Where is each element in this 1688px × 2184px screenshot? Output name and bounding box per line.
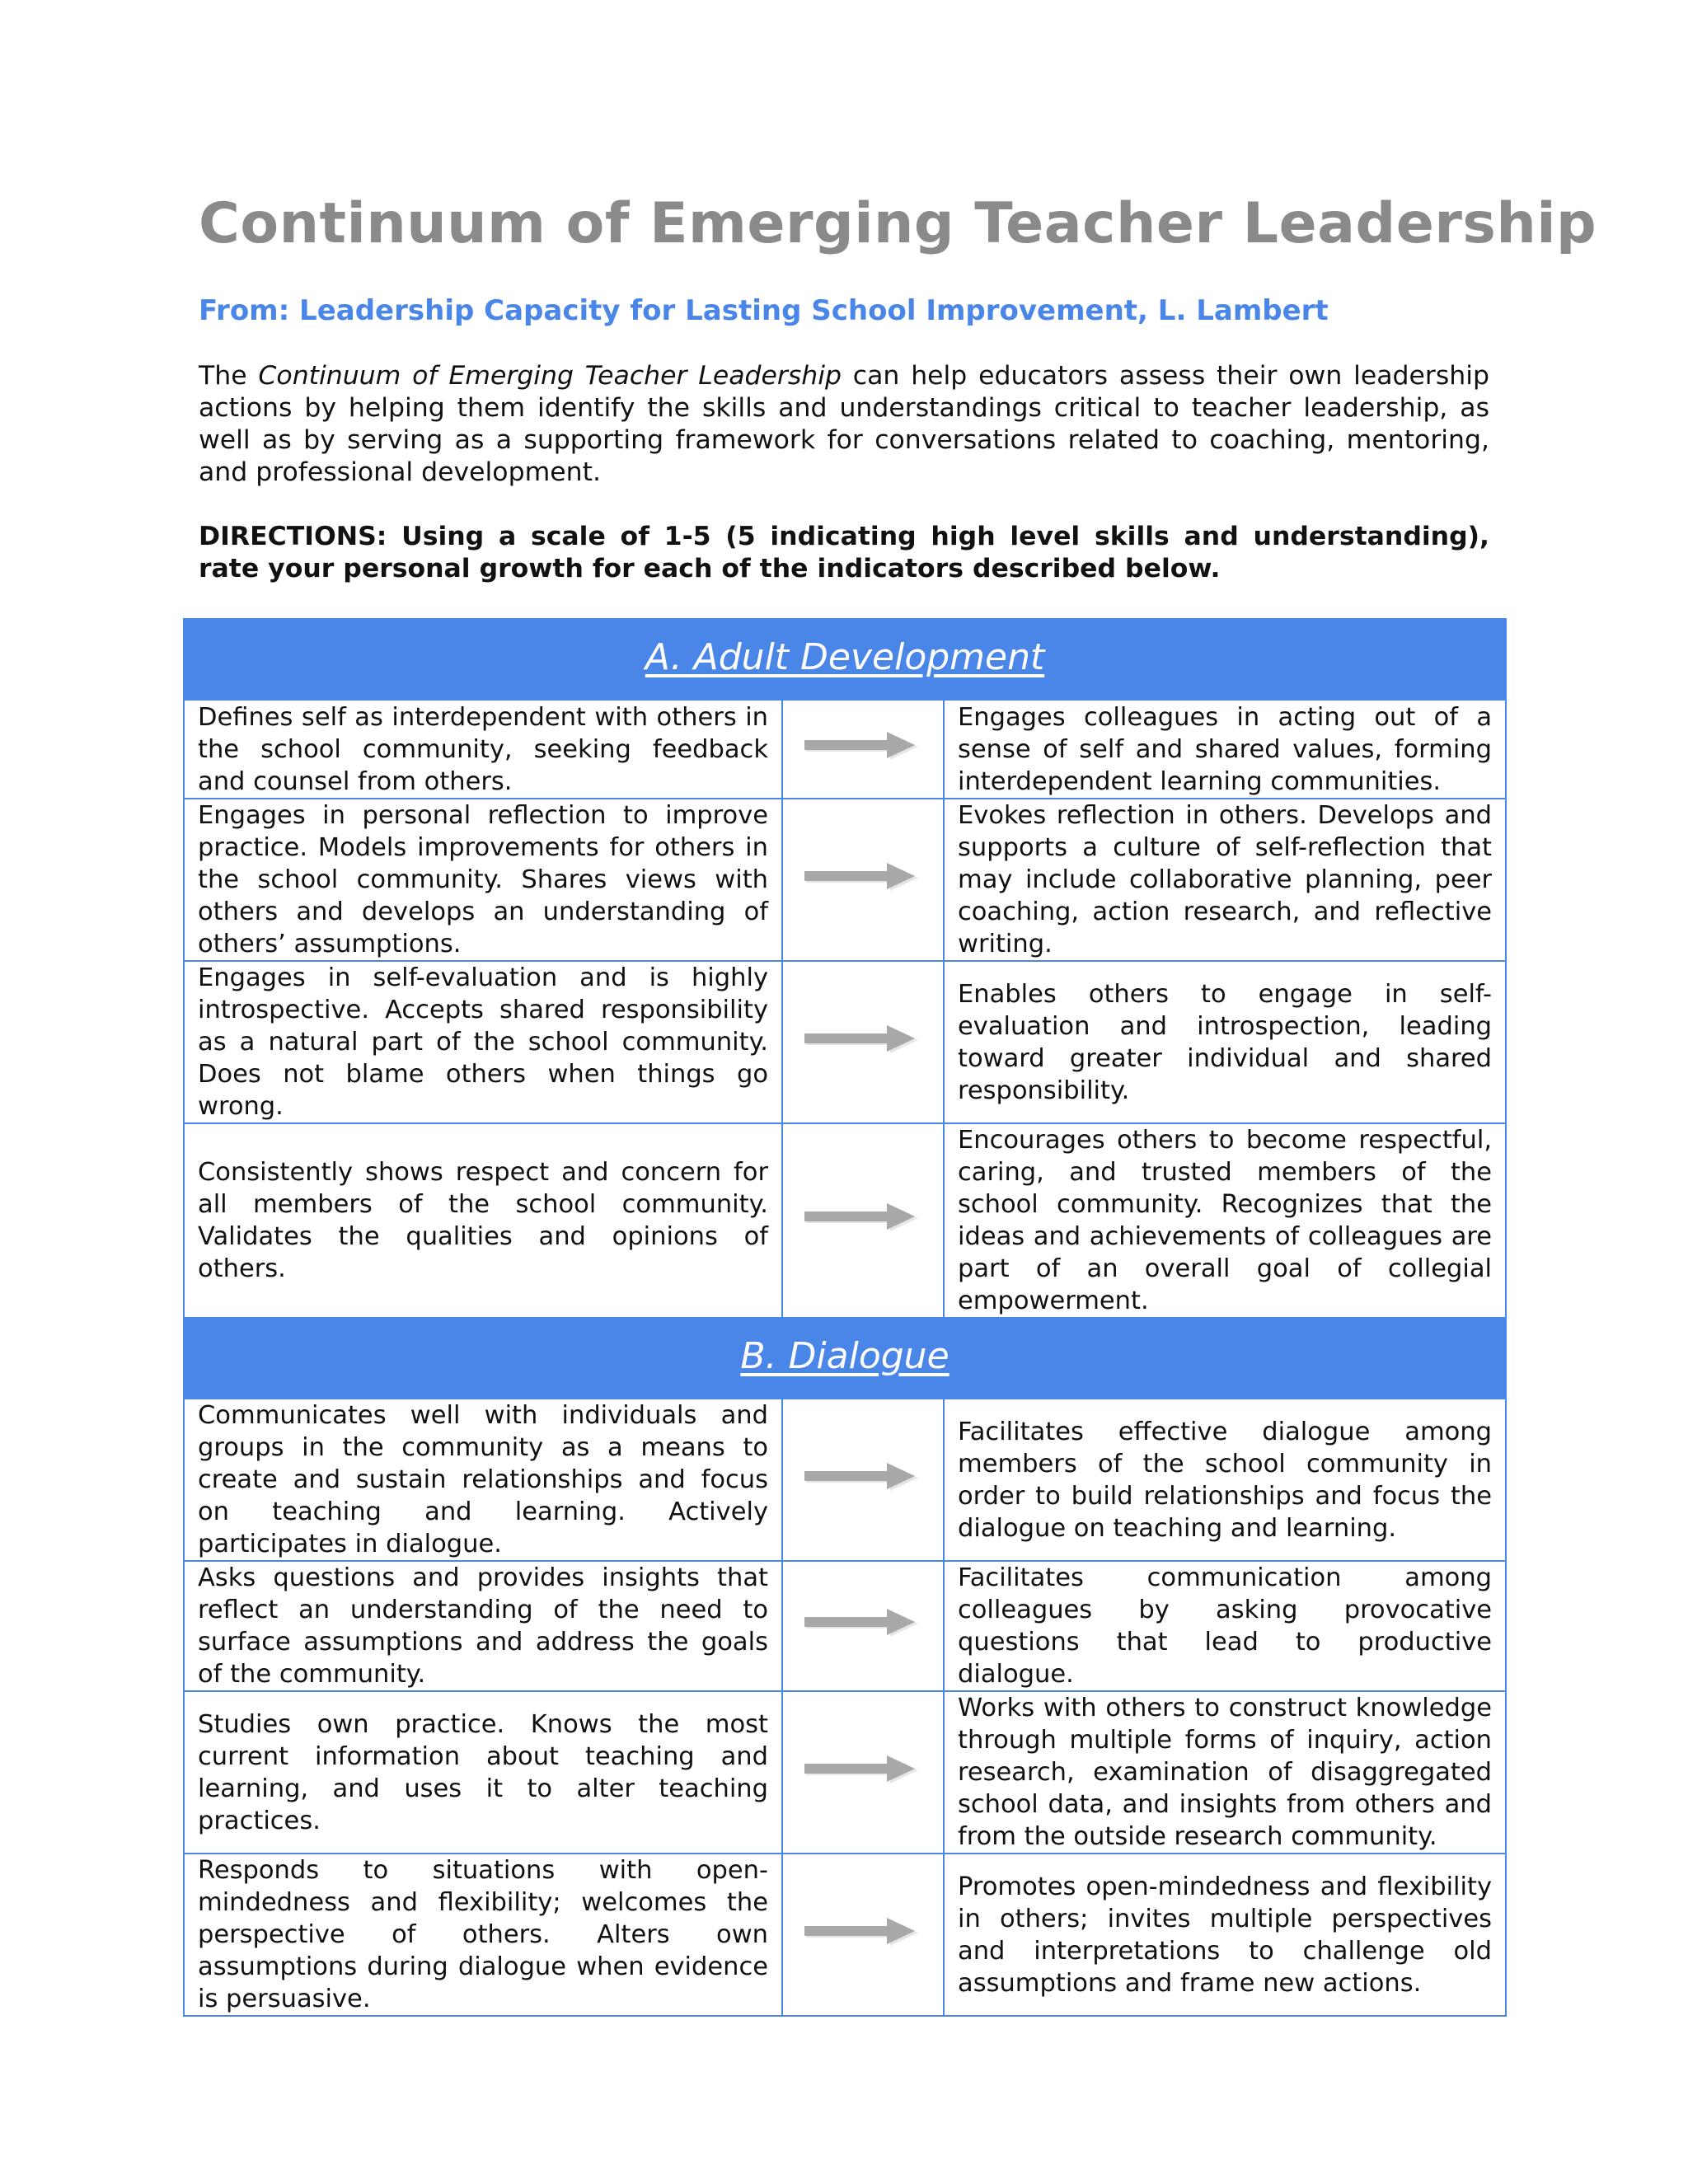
arrow-cell xyxy=(782,799,944,961)
emerging-indicator: Defines self as interdependent with others in the school community, seeking feedback and counsel from others. xyxy=(184,700,782,799)
section-header-row xyxy=(184,619,1506,700)
right-arrow-icon xyxy=(801,1752,925,1785)
emerging-indicator: Consistently shows respect and concern for all members of the school community. Validates the qualities and opinions of others. xyxy=(184,1123,782,1318)
emerging-indicator: Engages in self-evaluation and is highly introspective. Accepts shared responsibility as a natural part of the school community. Does not blame others when things go wrong. xyxy=(184,961,782,1123)
advanced-indicator: Evokes reflection in others. Develops and supports a culture of self-reflection that may include collaborative planning, peer coaching, action research, and reflective writing. xyxy=(944,799,1506,961)
emerging-indicator: Communicates well with individuals and groups in the community as a means to create and sustain relationships and focus on teaching and learning. Actively participates in dialogue. xyxy=(184,1399,782,1561)
right-arrow-icon xyxy=(801,1915,925,1947)
emerging-indicator: Engages in personal reflection to improve practice. Models improvements for others in the school community. Shares views with others and develops an understanding of others’ assumptions. xyxy=(184,799,782,961)
advanced-indicator: Facilitates effective dialogue among members of the school community in order to build relationships and focus the dialogue on teaching and learning. xyxy=(944,1399,1506,1561)
intro-text-after: can help educators assess their own leadership actions by helping them identify the skills and understandings critical to teacher leadership, as well as by serving as a supporting framework for conversations related to coaching, mentoring, and professional development. xyxy=(199,361,1489,487)
directions-paragraph: DIRECTIONS: Using a scale of 1-5 (5 indicating high level skills and understanding), rate your personal growth for each of the indicators described below. xyxy=(199,522,1489,583)
intro-emphasis: Continuum of Emerging Teacher Leadership xyxy=(258,361,842,391)
emerging-indicator: Studies own practice. Knows the most current information about teaching and learning, and uses it to alter teaching practices. xyxy=(184,1691,782,1854)
section-header-row xyxy=(184,1318,1506,1399)
arrow-cell xyxy=(782,1123,944,1318)
section-heading: A. Adult Development xyxy=(645,636,1045,678)
section-heading-cell xyxy=(184,1318,1506,1399)
right-arrow-icon xyxy=(801,1605,925,1638)
table-row xyxy=(184,1399,1506,1561)
emerging-indicator: Asks questions and provides insights that reflect an understanding of the need to surface assumptions and address the goals of the community. xyxy=(184,1561,782,1691)
right-arrow-icon xyxy=(801,860,925,893)
table-row xyxy=(184,961,1506,1123)
right-arrow-icon xyxy=(801,729,925,762)
arrow-cell xyxy=(782,1691,944,1854)
right-arrow-icon xyxy=(801,1460,925,1493)
table-row xyxy=(184,1561,1506,1691)
table-row xyxy=(184,1123,1506,1318)
intro-paragraph xyxy=(199,360,1489,489)
advanced-indicator: Promotes open-mindedness and flexibility in others; invites multiple perspectives and interpretations to challenge old assumptions and frame new actions. xyxy=(944,1854,1506,2016)
table-row xyxy=(184,700,1506,799)
arrow-cell xyxy=(782,700,944,799)
arrow-cell xyxy=(782,1854,944,2016)
right-arrow-icon xyxy=(801,1200,925,1233)
arrow-cell xyxy=(782,1561,944,1691)
page-title: Continuum of Emerging Teacher Leadership xyxy=(199,191,1597,256)
continuum-table xyxy=(183,618,1507,2017)
table-row xyxy=(184,799,1506,961)
advanced-indicator: Facilitates communication among colleagues by asking provocative questions that lead to productive dialogue. xyxy=(944,1561,1506,1691)
advanced-indicator: Engages colleagues in acting out of a sense of self and shared values, forming interdependent learning communities. xyxy=(944,700,1506,799)
source-citation: From: Leadership Capacity for Lasting School Improvement, L. Lambert xyxy=(199,294,1329,327)
section-heading-cell xyxy=(184,619,1506,700)
arrow-cell xyxy=(782,1399,944,1561)
intro-text-before: The xyxy=(199,361,259,391)
table-row xyxy=(184,1691,1506,1854)
advanced-indicator: Enables others to engage in self-evaluation and introspection, leading toward greater individual and shared responsibility. xyxy=(944,961,1506,1123)
emerging-indicator: Responds to situations with open-mindedness and flexibility; welcomes the perspective of others. Alters own assumptions during dialogue when evidence is persuasive. xyxy=(184,1854,782,2016)
advanced-indicator: Encourages others to become respectful, caring, and trusted members of the school community. Recognizes that the ideas and achievements of colleagues are part of an overall goal of collegial empowerment. xyxy=(944,1123,1506,1318)
arrow-cell xyxy=(782,961,944,1123)
section-heading: B. Dialogue xyxy=(740,1335,950,1377)
table-row xyxy=(184,1854,1506,2016)
right-arrow-icon xyxy=(801,1022,925,1055)
advanced-indicator: Works with others to construct knowledge through multiple forms of inquiry, action research, examination of disaggregated school data, and insights from others and from the outside research community. xyxy=(944,1691,1506,1854)
